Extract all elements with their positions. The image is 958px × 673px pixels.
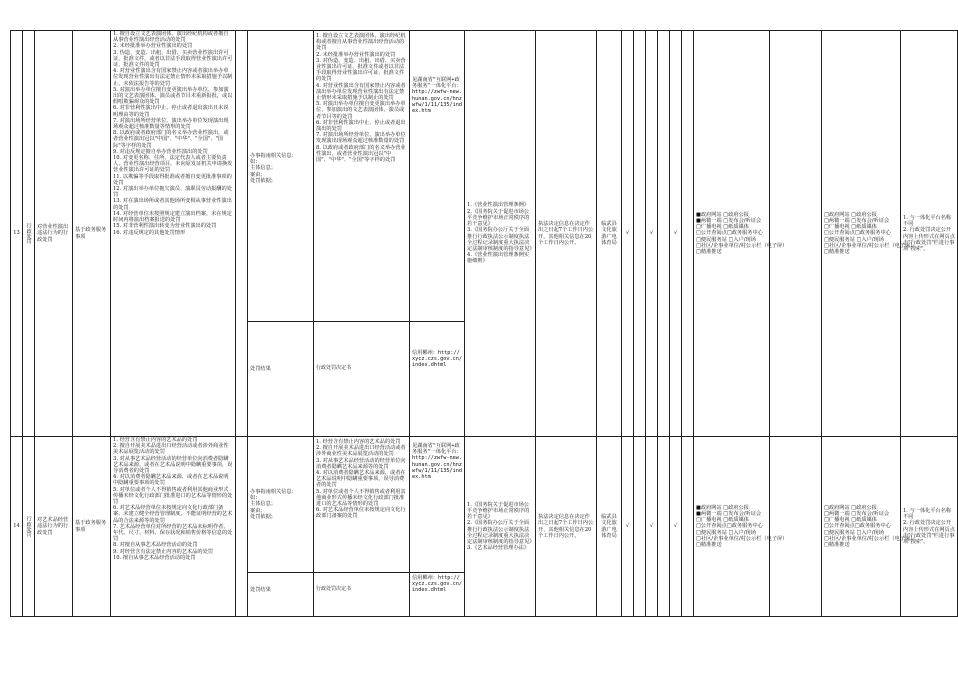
- blank-cell: [770, 31, 822, 437]
- dept-cell: 临武县文化旅游广电体育局: [597, 437, 622, 617]
- channel-option: □公开查阅点□政务服务中心: [824, 523, 891, 530]
- portal-text: 见湖南省"互联网+政务服务"一体化平台：: [412, 77, 462, 90]
- channel-option: □便民服务站 □入户/现场: [696, 529, 756, 536]
- list-item: 3. 对伪造、变造、出租、出借、买卖营业性演出许可证、批准文件或者以非法手段取得营业性演出许可证、批准文件的处罚: [316, 57, 406, 83]
- channel-option: □政府网站 □政府公报: [824, 504, 877, 511]
- portal-link[interactable]: http://zwfw-new.hunan.gov.cn/hnzwfw/1/11/135/index.htm: [412, 89, 462, 115]
- list-item: 7. 对演出场所经营单位、演出举办单位发现演出现场观众超过核准数量等情形的处罚: [113, 117, 229, 131]
- channel-option: □公开查阅点□政务服务中心: [696, 523, 763, 530]
- list-item: 6. 对非营利性演出中止、停止或者退出演出且未说明理由等的处罚: [113, 105, 229, 118]
- note-cell: 1. 与一体化平台名称不同 2. 行政处罚决定公开内容上传形式在网页点击"行政处罚"栏进行事项"搜索"。: [901, 31, 958, 437]
- list-item: 4. 对以消费者隐瞒艺术品来源，或者在艺术品说明中隐瞒重要事项的处罚: [113, 474, 229, 487]
- list-item: 10. 对变更名称、住所、法定代表人或者主要负责人、营业性演出经营项目，未向原发证机关申请换发营业性演出许可证的处罚: [113, 155, 233, 174]
- channel-option: □政府网站 □政府公报: [824, 211, 877, 218]
- list-item: 9. 对违反规定擅自举办营业性演出的处罚: [113, 148, 208, 155]
- credit-link[interactable]: 信用郴州：http://xycz.czs.gov.cn/index.dhtml: [410, 321, 464, 371]
- list-item: 2. 擅自开展美术品进出口经营活动或者涉外商业性美术品展览活动的处罚: [316, 445, 406, 458]
- list-item: 7. 对演出场所经营单位、演出举办单位发现演出现场观众超过核准数量的处罚: [316, 132, 406, 145]
- list-item: 1.《营业性演出管理条例》: [467, 202, 530, 209]
- list-item: 2. 未经批准举办营业性演出的处罚: [316, 51, 396, 58]
- channel-option: □精准推送: [696, 542, 722, 548]
- blank-cell: [634, 437, 646, 617]
- blank-cell: [682, 31, 694, 437]
- list-item: 5. 对演出举办单位擅自变更演出举办单位、参加演出的文艺表演团体、演员或者节目未重新报批，或以假唱欺骗观众的处罚: [113, 86, 233, 106]
- check-mark: √: [622, 31, 634, 437]
- channel-option: □精准推送: [696, 249, 722, 255]
- portal-cell: [410, 437, 465, 617]
- category-cell: 行政处罚: [23, 437, 35, 617]
- list-item: 8. 以政府或者政府部门的名义举办营业性演出，或者营业性演出冠以"中国"、"中华"、"全国"、"国际"等字样的处罚: [113, 130, 229, 149]
- row-number: 14: [11, 437, 23, 617]
- portal-link[interactable]: http://zwfw-new.hunan.gov.cn/hnzwfw/1/11/135/index.htm: [412, 455, 462, 481]
- list-item: 6. 对非营利性演出中止、停止或者退出演出的处罚: [316, 119, 406, 133]
- item-cell: 对艺术品经营违法行为的行政处罚: [35, 437, 73, 617]
- guide-label: 办事指南相关信息： 如： 主体信息； 案由； 处罚依据；: [250, 153, 297, 184]
- check-mark: √: [646, 437, 658, 617]
- channel-option: □社区/企事业单位/村公示栏（电子屏）: [696, 242, 788, 249]
- channel-option: □广播电视 □纸质媒体: [824, 224, 877, 231]
- channel-option: □广播电视 □纸质媒体: [824, 517, 877, 524]
- channel-option: □便民服务站 □入户/现场: [696, 236, 756, 243]
- list-item: 1. 经营含有禁止内容的艺术品的处罚: [316, 439, 401, 445]
- result-desc: 行政处罚决定书: [314, 572, 409, 595]
- subitem-cell: 基于政务服务事项: [73, 437, 111, 617]
- credit-link[interactable]: 信用郴州：http://xycz.czs.gov.cn/index.dhtml: [410, 572, 464, 596]
- item-cell: 对营业性演出违法行为的行政处罚: [35, 31, 73, 437]
- channel-option: ■两微一端 □发布会/听证会: [696, 510, 762, 517]
- channel-option: □两微一端 □发布会/听证会: [824, 217, 890, 224]
- basis-list: [111, 437, 236, 617]
- note-cell: 1. 与一体化平台名称不同 2. 行政处罚决定公开内容上传形式在网页点击"行政处罚"栏进行事项"搜索"。: [901, 437, 958, 617]
- result-label: 处罚结果: [248, 572, 313, 595]
- list-item: 2. 未经批准举办营业性演出的处罚: [113, 43, 193, 50]
- list-item: 3. 伪造、变造、出租、出借、买卖营业性演出许可证、批准文件，或者以非法手段取得营业性演出许可证、批准文件的处罚: [113, 49, 233, 69]
- list-item: 15. 对非营利性演出转变为营业性演出的处罚: [113, 223, 217, 230]
- list-item: 1. 擅自设立文艺表演团体、演出经纪机构或者擅自从事营业性演出经营活动的处罚: [113, 31, 229, 44]
- disclosure-table: [10, 30, 958, 617]
- list-item: 11. 以欺骗等手段取得批准或者擅自变更批准事项的处罚: [113, 173, 232, 186]
- time-limit-cell: 执法决定信息在决定作出之日起7个工作日内公开，其他相关信息在20个工作日内公开。: [536, 31, 597, 437]
- channel-option: □广播电视 □纸质媒体: [696, 224, 749, 231]
- category-cell: 行政处罚: [23, 31, 35, 437]
- list-item: 2.《国务院办公厅关于全面推行行政执法公示制度执法全过程记录制度重大执法决定法制审核制度的指导意见》: [467, 520, 535, 545]
- result-desc: 行政处罚决定书: [314, 321, 409, 374]
- guide-cell: [248, 31, 314, 437]
- blank-cell: [770, 437, 822, 617]
- list-item: 4. 对以消费者隐瞒艺术品来源，或者在艺术品说明中隐瞒重要事项，误导消费者的处罚: [316, 470, 406, 489]
- channel-option: □两微一端 □发布会/听证会: [824, 510, 890, 517]
- basis-list: [111, 31, 236, 437]
- list-item: 1. 经营含有禁止内容的艺术品的处罚: [113, 437, 198, 443]
- entities-cell: [314, 437, 410, 617]
- channel-option: ■政府网站 □政府公报: [696, 504, 749, 511]
- channel-option: ■两微一端 □发布会/听证会: [696, 217, 762, 224]
- portal-text: 见湖南省"互联网+政务服务"一体化平台：: [412, 443, 462, 456]
- list-item: 9. 对经营含有法定禁止内容的艺术品的处罚: [113, 548, 213, 555]
- channels-alt-cell: [822, 31, 916, 437]
- channel-option: □广播电视 □纸质媒体: [696, 517, 749, 524]
- list-item: 6. 对艺术品经营单位未按规定向文化行政部门备案、未建立健全经营管理制度、不能证明经营的艺术品的合法来源等的处罚: [113, 505, 233, 524]
- channel-option: □社区/企事业单位/村公示栏（电子屏）: [824, 242, 916, 249]
- list-item: 3. 对从事艺术品经营活动的经营单位向消费者隐瞒艺术品来源等的处罚: [316, 457, 406, 470]
- blank-cell: [682, 437, 694, 617]
- laws-cell: [465, 31, 536, 437]
- list-item: 1.《国务院关于促进市场公平竞争维护市场正常秩序的若干意见》: [467, 501, 530, 521]
- guide-cell: [248, 437, 314, 617]
- channel-option: □精准推送: [824, 249, 850, 255]
- table-row: [11, 437, 958, 617]
- channel-option: □精准推送: [824, 542, 850, 548]
- check-mark: √: [670, 437, 682, 617]
- list-item: 1. 擅自设立文艺表演团体、演出经纪机构或者擅自从事营业性演出经营活动的处罚: [316, 33, 406, 52]
- blank-cell: [658, 437, 670, 617]
- blank-cell: [236, 437, 248, 617]
- result-label: 处罚结果: [248, 321, 313, 374]
- list-item: 3.《艺术品经营管理办法》: [467, 545, 530, 552]
- list-item: 16. 对违反规定的其他处罚情形: [113, 229, 186, 236]
- channel-option: ■政府网站 □政府公报: [696, 211, 749, 218]
- channels-cell: [694, 437, 788, 617]
- check-mark: √: [670, 31, 682, 437]
- entities-cell: [314, 31, 410, 437]
- list-item: 2. 擅自开展美术品进出口经营活动或者涉外商业性美术品展览活动的处罚: [113, 443, 229, 456]
- channels-cell: [694, 31, 788, 437]
- time-limit-cell: 执法决定信息在决定作出之日起7个工作日内公开，其他相关信息在20个工作日内公开。: [536, 437, 597, 617]
- blank-cell: [236, 31, 248, 437]
- list-item: 13. 对在演出场所或者其他场所变相从事营业性演出的处罚: [113, 198, 232, 211]
- channel-option: □公开查阅点□政务服务中心: [696, 230, 763, 237]
- list-item: 5. 对演出举办单位擅自变更演出举办单位、参加演出的文艺表演团体、演员或者节目等的处罚: [316, 101, 406, 120]
- channel-option: □公开查阅点□政务服务中心: [824, 230, 891, 237]
- dept-cell: 临武县文化旅游广电体育局: [597, 31, 622, 437]
- list-item: 6. 对艺术品经营单位未按规定向文化行政部门备案的处罚: [316, 507, 406, 520]
- list-item: 3.《国务院办公厅关于全面推行行政执法公示制度执法全过程记录制度重大执法决定法制审核制度的指导意见》: [467, 227, 535, 252]
- list-item: 7. 艺术品经营单位对所经营的艺术品未标明作者、年代、尺寸、材料、保存状况和销售价格等信息的处罚: [113, 523, 233, 543]
- list-item: 4. 对营业性演出含有国家禁止内容或者演出举办单位发现营业性演出有法定禁止情形未采取措施予以制止的处罚: [316, 82, 406, 102]
- channels-alt-cell: [822, 437, 916, 617]
- list-item: 2.《国务院关于促进市场公平竞争维护市场正常秩序的若干意见》: [467, 208, 530, 228]
- list-item: 8. 对擅自从事艺术品经营活动的处罚: [113, 542, 198, 549]
- list-item: 4.《营业性演出管理条例实施细则》: [467, 252, 530, 265]
- list-item: 12. 对演出举办单位拖欠演员、演职员劳动报酬的处罚: [113, 186, 232, 199]
- check-mark: √: [622, 437, 634, 617]
- list-item: 8. 以政府或者政府部门的名义举办营业性演出，或者营业性演出冠以"中国"、"中华"、"全国"等字样的处罚: [316, 144, 406, 164]
- list-item: 14. 对经营单位未按照规定建立演出档案、未在规定时间内将演出档案报送的处罚: [113, 210, 232, 224]
- check-mark: √: [646, 31, 658, 437]
- laws-cell: [465, 437, 536, 617]
- blank-cell: [658, 31, 670, 437]
- list-item: 5. 对单位或者个人不得销售或者利用其他商业形式传播未经文化行政部门批准进口的艺术品等情形的处罚: [113, 486, 233, 506]
- list-item: 5. 对单位或者个人不得销售或者利用其他商业形式传播未经文化行政部门批准进口的艺术品等情形的处罚: [316, 488, 406, 508]
- table-row: [11, 31, 958, 437]
- channel-option: □社区/企事业单位/村公示栏（电子屏）: [696, 535, 788, 542]
- guide-label: 办事指南相关信息： 如： 主体信息； 案由； 处罚依据；: [250, 489, 297, 520]
- portal-cell: [410, 31, 465, 437]
- channel-option: □便民服务站 □入户/现场: [824, 236, 884, 243]
- row-number: 13: [11, 31, 23, 437]
- list-item: 3. 对从事艺术品经营活动的经营单位向消费者隐瞒艺术品来源，或者在艺术品说明中隐瞒重要事项，误导消费者的处罚: [113, 455, 233, 475]
- channel-option: □便民服务站 □入户/现场: [824, 529, 884, 536]
- subitem-cell: 基于政务服务事项: [73, 31, 111, 437]
- blank-cell: [634, 31, 646, 437]
- channel-option: □社区/企事业单位/村公示栏（电子屏）: [824, 535, 916, 542]
- list-item: 10. 擅自从事艺术品经营活动的处罚: [113, 554, 196, 561]
- list-item: 4. 对营业性演出含有国家禁止内容或者演出举办单位发现营业性演出有法定禁止情形未采取措施予以制止、未依法报告等的处罚: [113, 68, 233, 87]
